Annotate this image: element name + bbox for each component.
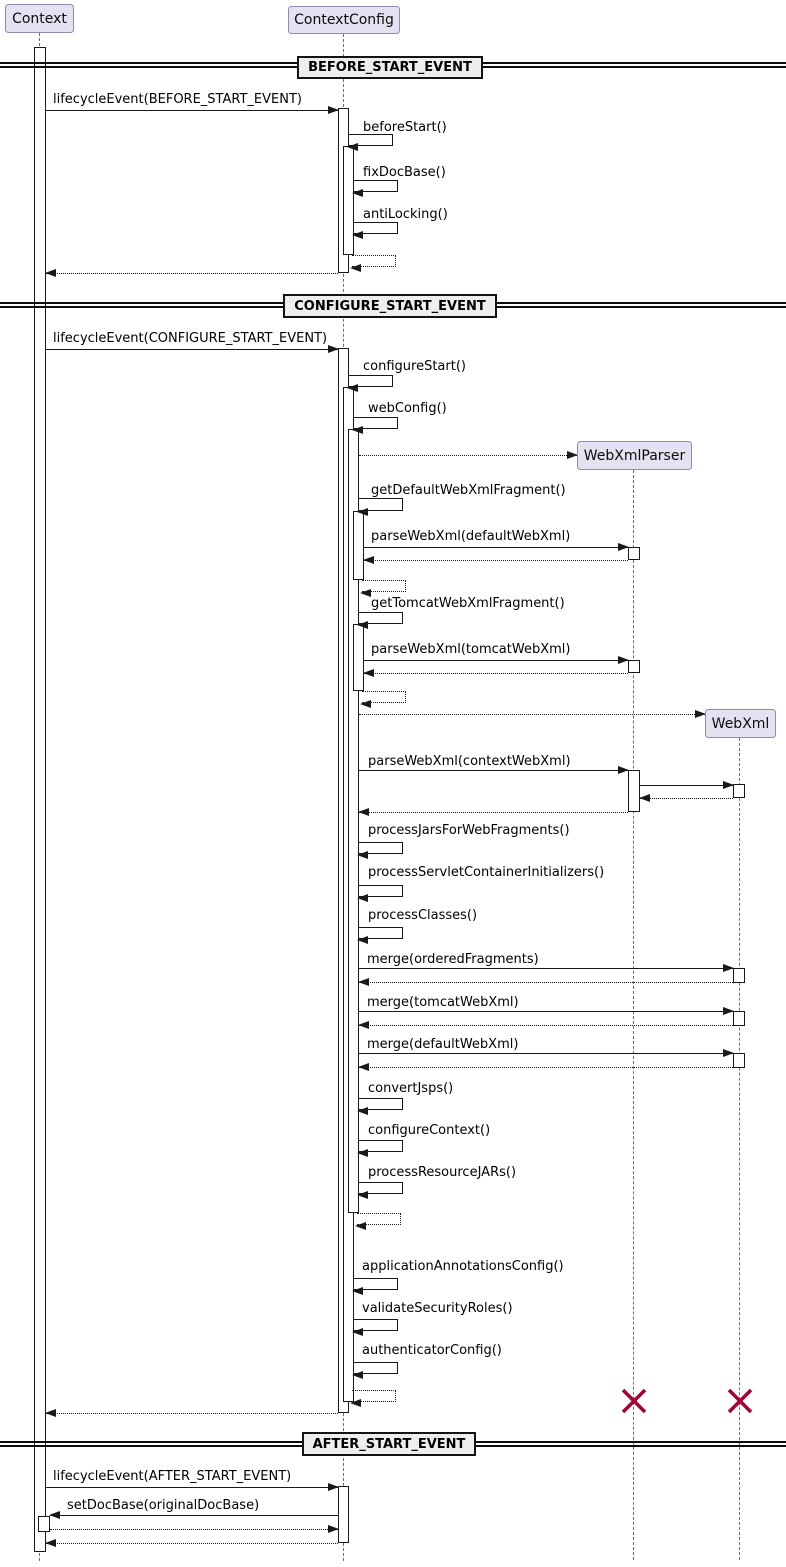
message-label: configureStart() — [363, 359, 466, 374]
activation-webxml — [733, 968, 745, 983]
return-arrow — [46, 273, 338, 274]
arrowhead — [328, 345, 339, 353]
self-return-arrow — [357, 1213, 401, 1225]
arrowhead — [358, 808, 369, 816]
message-label: merge(tomcatWebXml) — [367, 995, 519, 1010]
self-call-arrow — [354, 180, 398, 192]
message-label: convertJsps() — [368, 1081, 454, 1096]
arrowhead — [49, 1511, 60, 1519]
arrowhead — [350, 1399, 361, 1407]
return-arrow — [640, 798, 733, 799]
message-arrow — [359, 968, 733, 969]
arrowhead — [363, 669, 374, 677]
self-return-arrow — [352, 255, 396, 267]
arrowhead — [358, 1021, 369, 1029]
activation-webxmlparser — [628, 770, 640, 812]
participant-webxmlparser — [577, 441, 692, 470]
self-call-arrow — [349, 375, 393, 387]
activation-webxmlparser — [628, 660, 640, 673]
message-label: lifecycleEvent(CONFIGURE_START_EVENT) — [53, 331, 328, 346]
destroy-x-icon — [620, 1388, 648, 1414]
arrowhead — [723, 781, 734, 789]
self-call-arrow — [359, 498, 403, 511]
message-arrow — [50, 1515, 338, 1516]
return-arrow — [46, 1413, 338, 1414]
arrowhead — [357, 894, 368, 902]
arrowhead — [618, 766, 629, 774]
message-arrow — [46, 349, 338, 350]
message-label: parseWebXml(contextWebXml) — [368, 754, 571, 769]
participant-label: Context — [12, 10, 67, 27]
message-arrow — [364, 660, 628, 661]
arrowhead — [45, 1539, 56, 1547]
message-arrow — [46, 110, 338, 111]
self-call-arrow — [359, 1140, 403, 1152]
self-call-arrow — [354, 1362, 398, 1374]
arrowhead — [357, 851, 368, 859]
message-arrow — [359, 1053, 733, 1054]
create-arrow-webxml — [359, 714, 705, 715]
activation-gettomcatfragment — [353, 624, 364, 691]
message-arrow — [359, 770, 628, 771]
return-arrow — [364, 560, 628, 561]
message-label: validateSecurityRoles() — [362, 1301, 513, 1316]
create-arrow-webxmlparser — [359, 455, 577, 456]
arrowhead — [360, 589, 371, 597]
message-label: getTomcatWebXmlFragment() — [371, 596, 565, 611]
message-label: fixDocBase() — [363, 165, 446, 180]
self-return-arrow — [362, 691, 406, 703]
self-call-arrow — [359, 1182, 403, 1194]
arrowhead — [357, 1191, 368, 1199]
participant-label: WebXml — [711, 715, 770, 732]
arrowhead — [723, 1049, 734, 1057]
arrowhead — [352, 231, 363, 239]
message-label: parseWebXml(defaultWebXml) — [371, 529, 571, 544]
divider-label: AFTER_START_EVENT — [312, 1436, 466, 1452]
message-label: lifecycleEvent(BEFORE_START_EVENT) — [53, 92, 302, 107]
arrowhead — [363, 556, 374, 564]
arrowhead — [358, 978, 369, 986]
return-arrow — [359, 982, 733, 983]
arrowhead — [347, 384, 358, 392]
self-call-arrow — [359, 927, 403, 939]
divider-label: BEFORE_START_EVENT — [308, 60, 472, 75]
arrowhead — [358, 1063, 369, 1071]
arrowhead — [639, 794, 650, 802]
arrowhead — [352, 426, 363, 434]
self-call-arrow — [359, 885, 403, 897]
activation-getdefaultfragment — [353, 511, 364, 580]
arrowhead — [328, 106, 339, 114]
return-arrow — [359, 812, 628, 813]
participant-label: WebXmlParser — [583, 447, 686, 464]
self-call-arrow — [359, 1098, 403, 1110]
message-label: processClasses() — [368, 908, 478, 923]
arrowhead — [352, 1371, 363, 1379]
self-call-arrow — [349, 134, 393, 146]
message-arrow — [46, 1487, 338, 1488]
activation-contextconfig — [338, 1486, 349, 1543]
arrowhead — [723, 964, 734, 972]
arrowhead — [357, 508, 368, 516]
message-label: getDefaultWebXmlFragment() — [371, 483, 566, 498]
self-call-arrow — [354, 1278, 398, 1290]
divider-after-start-event — [302, 1432, 476, 1456]
message-label: parseWebXml(tomcatWebXml) — [371, 642, 571, 657]
arrowhead — [350, 264, 361, 272]
message-label: webConfig() — [368, 401, 447, 416]
activation-beforestart — [343, 146, 354, 255]
self-call-arrow — [359, 612, 403, 624]
message-label: merge(orderedFragments) — [367, 952, 539, 967]
message-arrow — [640, 785, 733, 786]
message-label: antiLocking() — [363, 207, 448, 222]
self-call-arrow — [354, 222, 398, 234]
activation-webxmlparser — [628, 547, 640, 560]
arrowhead — [618, 656, 629, 664]
divider-before-start-event — [297, 56, 483, 79]
self-call-arrow — [354, 1319, 398, 1331]
arrowhead — [45, 269, 56, 277]
destroy-x-icon — [726, 1388, 754, 1414]
divider-configure-start-event — [283, 294, 497, 318]
message-label: processResourceJARs() — [368, 1165, 517, 1180]
arrowhead — [357, 1149, 368, 1157]
arrowhead — [328, 1483, 339, 1491]
arrowhead — [45, 1409, 56, 1417]
self-return-arrow — [352, 1390, 396, 1402]
message-label: applicationAnnotationsConfig() — [362, 1259, 564, 1274]
message-arrow — [359, 1011, 733, 1012]
arrowhead — [355, 1222, 366, 1230]
arrowhead — [352, 1328, 363, 1336]
return-arrow — [50, 1529, 338, 1530]
return-arrow — [364, 673, 628, 674]
arrowhead — [618, 543, 629, 551]
participant-contextconfig — [288, 6, 400, 34]
message-label: merge(defaultWebXml) — [367, 1037, 519, 1052]
activation-webxml — [733, 1011, 745, 1026]
return-arrow — [46, 1543, 338, 1544]
message-arrow — [364, 547, 628, 548]
arrowhead — [360, 700, 371, 708]
message-label: beforeStart() — [363, 120, 447, 135]
participant-context — [5, 4, 74, 33]
self-return-arrow — [362, 580, 406, 592]
message-label: configureContext() — [368, 1123, 491, 1138]
message-label: processServletContainerInitializers() — [368, 865, 605, 880]
arrowhead — [357, 936, 368, 944]
arrowhead — [357, 1107, 368, 1115]
participant-label: ContextConfig — [294, 12, 394, 28]
arrowhead — [352, 1287, 363, 1295]
message-label: setDocBase(originalDocBase) — [67, 1498, 260, 1513]
message-label: authenticatorConfig() — [362, 1343, 502, 1358]
arrowhead — [328, 1525, 339, 1533]
arrowhead — [357, 621, 368, 629]
divider-label: CONFIGURE_START_EVENT — [294, 298, 486, 314]
arrowhead — [347, 143, 358, 151]
message-label: lifecycleEvent(AFTER_START_EVENT) — [53, 1469, 292, 1484]
participant-webxml — [705, 709, 776, 738]
activation-webxml — [733, 784, 745, 798]
self-call-arrow — [359, 842, 403, 854]
arrowhead — [723, 1007, 734, 1015]
return-arrow — [359, 1067, 733, 1068]
lifeline-webxml — [739, 738, 740, 1560]
arrowhead — [352, 189, 363, 197]
message-label: processJarsForWebFragments() — [368, 823, 570, 838]
self-call-arrow — [354, 417, 398, 429]
return-arrow — [359, 1025, 733, 1026]
activation-webxml — [733, 1053, 745, 1068]
